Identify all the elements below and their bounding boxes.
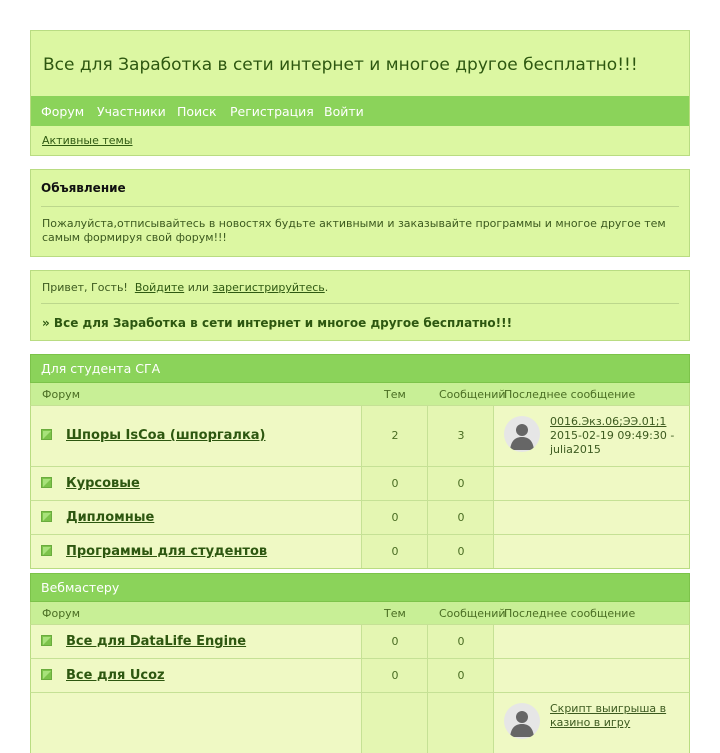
- posts-count: 0: [457, 669, 465, 682]
- category-title[interactable]: Для студента СГА: [30, 354, 690, 383]
- avatar: [504, 703, 540, 739]
- forum-status-icon: [41, 635, 52, 646]
- forum-row: [30, 624, 690, 658]
- topics-count: 0: [391, 511, 399, 524]
- forum-status-icon: [41, 511, 52, 522]
- posts-count: 0: [457, 511, 465, 524]
- posts-count: 0: [457, 545, 465, 558]
- announcement-title: Объявление: [41, 181, 126, 195]
- forum-link[interactable]: Курсовые: [66, 476, 140, 491]
- forum-link[interactable]: Программы для студентов: [66, 544, 268, 559]
- column-headers: [30, 383, 690, 405]
- site-header: [30, 30, 690, 156]
- col-forum: Форум: [42, 388, 80, 401]
- forum-row: [30, 500, 690, 534]
- forum-row: [30, 405, 690, 466]
- announcement-box: [30, 169, 690, 257]
- last-post-link[interactable]: Скрипт выигрыша в казино в игру: [550, 702, 667, 729]
- topics-count: 0: [391, 477, 399, 490]
- divider: [41, 206, 679, 207]
- topics-count: 0: [391, 635, 399, 648]
- nav-login[interactable]: Войти: [324, 104, 364, 119]
- forum-row: [30, 692, 690, 753]
- forum-row: [30, 466, 690, 500]
- last-post-link[interactable]: 0016.Экз.06;ЭЭ.01;1: [550, 415, 667, 428]
- forum-link[interactable]: Дипломные: [66, 510, 155, 525]
- forum-link[interactable]: Все для Ucoz: [66, 668, 165, 683]
- col-posts: Сообщений: [439, 388, 506, 401]
- nav-forum[interactable]: Форум: [41, 104, 85, 119]
- login-link[interactable]: Войдите: [134, 281, 185, 294]
- forum-link[interactable]: Шпоры IsCoa (шпоргалка): [66, 428, 266, 443]
- posts-count: 3: [457, 429, 465, 442]
- active-topics-link[interactable]: Активные темы: [42, 134, 133, 147]
- greeting-text: Привет, Гость!: [42, 281, 128, 294]
- topics-count: 0: [391, 545, 399, 558]
- avatar: [504, 416, 540, 452]
- nav-search[interactable]: Поиск: [177, 104, 217, 119]
- divider: [41, 303, 679, 304]
- dot-text: .: [324, 281, 329, 294]
- category-webmaster: [30, 573, 690, 753]
- last-post-meta: 2015-02-19 09:49:30 - julia2015: [550, 429, 675, 456]
- forum-row: [30, 658, 690, 692]
- or-text: или: [187, 281, 210, 294]
- category-students: [30, 354, 690, 569]
- col-topics: Тем: [384, 388, 406, 401]
- main-nav: [31, 96, 689, 126]
- board-title: » Все для Заработка в сети интернет и многое другое бесплатно!!!: [42, 316, 513, 330]
- posts-count: 0: [457, 635, 465, 648]
- register-link[interactable]: зарегистрируйтесь: [212, 281, 325, 294]
- forum-row: [30, 534, 690, 569]
- forum-status-icon: [41, 669, 52, 680]
- announcement-text: Пожалуйста,отписывайтесь в новостях будьте активными и заказывайте программы и многое другое тем самым формируя свой форум!!!: [42, 217, 666, 244]
- category-title[interactable]: Вебмастеру: [30, 573, 690, 602]
- column-headers: [30, 602, 690, 624]
- col-topics: Тем: [384, 607, 406, 620]
- nav-register[interactable]: Регистрация: [230, 104, 314, 119]
- col-last: Последнее сообщение: [504, 388, 636, 401]
- forum-status-icon: [41, 545, 52, 556]
- col-posts: Сообщений: [439, 607, 506, 620]
- site-title: Все для Заработка в сети интернет и многое другое бесплатно!!!: [43, 55, 638, 75]
- posts-count: 0: [457, 477, 465, 490]
- forum-link[interactable]: Все для DataLife Engine: [66, 634, 247, 649]
- col-forum: Форум: [42, 607, 80, 620]
- topics-count: 2: [391, 429, 399, 442]
- nav-members[interactable]: Участники: [97, 104, 166, 119]
- forum-status-icon: [41, 429, 52, 440]
- topics-count: 0: [391, 669, 399, 682]
- greeting-box: [30, 270, 690, 341]
- forum-status-icon: [41, 477, 52, 488]
- greeting-line: [42, 281, 328, 294]
- col-last: Последнее сообщение: [504, 607, 636, 620]
